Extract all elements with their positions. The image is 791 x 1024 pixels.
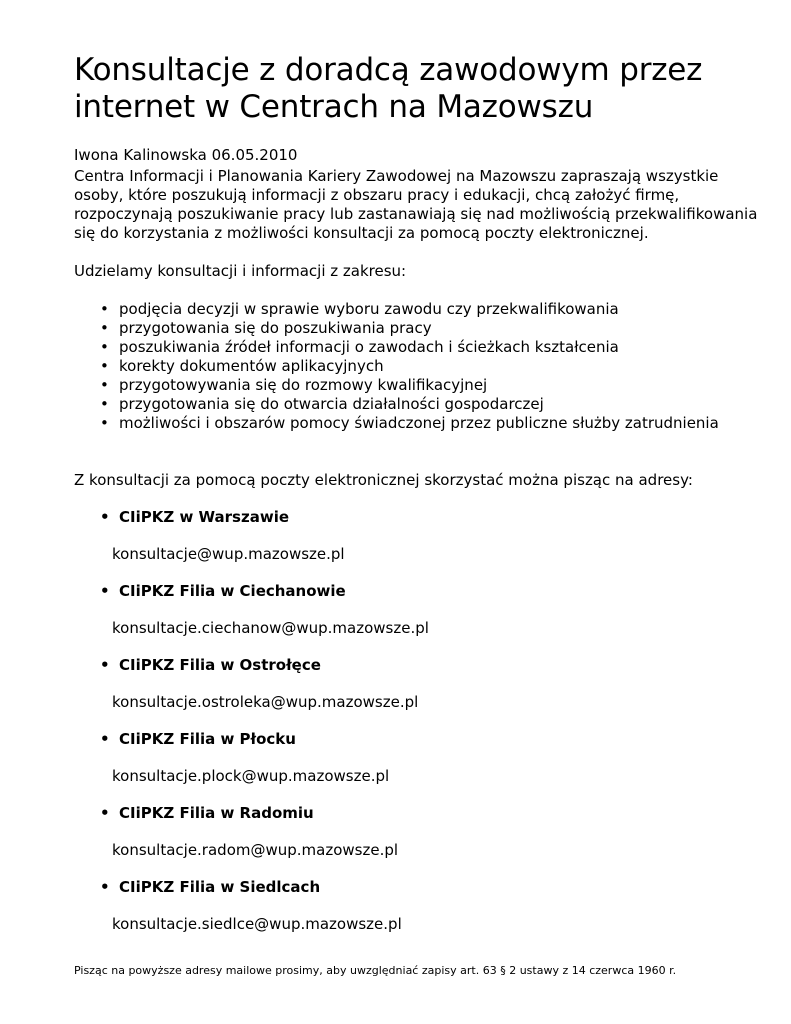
- bullet-icon: •: [100, 582, 110, 600]
- footnote: Pisząc na powyższe adresy mailowe prosimy, aby uwzględniać zapisy art. 63 § 2 ustawy z 14 czerwca 1960 r.: [74, 964, 677, 977]
- office-name-text: CIiPKZ w Warszawie: [119, 508, 290, 526]
- bullet-icon: •: [100, 414, 109, 432]
- office-radom: [100, 804, 764, 860]
- office-ostroleka: [100, 656, 764, 712]
- list-item: [100, 414, 764, 433]
- bullet-icon: •: [100, 656, 110, 674]
- topics-intro: Udzielamy konsultacji i informacji z zakresu:: [74, 262, 407, 280]
- bullet-icon: •: [100, 395, 109, 413]
- page-title: Konsultacje z doradcą zawodowym przez internet w Centrach na Mazowszu: [74, 52, 703, 125]
- topic-text: przygotowania się do poszukiwania pracy: [119, 319, 432, 337]
- office-email: konsultacje.ciechanow@wup.mazowsze.pl: [112, 619, 429, 637]
- list-item: [100, 319, 764, 338]
- list-item: [100, 376, 764, 395]
- office-name: [100, 508, 764, 527]
- topic-text: poszukiwania źródeł informacji o zawodach i ścieżkach kształcenia: [119, 338, 619, 356]
- topics-list: [74, 300, 764, 433]
- office-name: [100, 804, 764, 823]
- office-name-text: CIiPKZ Filia w Ostrołęce: [119, 656, 321, 674]
- bullet-icon: •: [100, 319, 109, 337]
- office-email: konsultacje.siedlce@wup.mazowsze.pl: [112, 915, 402, 933]
- office-plock: [100, 730, 764, 786]
- office-warszawa: [100, 508, 764, 564]
- office-name: [100, 656, 764, 675]
- article: [74, 52, 764, 952]
- intro-paragraph: Centra Informacji i Planowania Kariery Zawodowej na Mazowszu zapraszają wszystkie osoby, które poszukują informacji z obszaru pracy i edukacji, chcą założyć firmę, rozpoczynają poszukiwanie pracy lub zastanawiają się nad możliwością przekwalifikowania się do korzystania z możliwości konsultacji za pomocą poczty elektronicznej.: [74, 167, 758, 242]
- bullet-icon: •: [100, 300, 109, 318]
- office-name-text: CIiPKZ Filia w Radomiu: [119, 804, 314, 822]
- bullet-icon: •: [100, 338, 109, 356]
- list-item: [100, 395, 764, 414]
- office-name-text: CIiPKZ Filia w Siedlcach: [119, 878, 321, 896]
- office-name-text: CIiPKZ Filia w Ciechanowie: [119, 582, 346, 600]
- topic-text: przygotowywania się do rozmowy kwalifikacyjnej: [119, 376, 488, 394]
- emails-intro: Z konsultacji za pomocą poczty elektronicznej skorzystać można pisząc na adresy:: [74, 471, 693, 489]
- bullet-icon: •: [100, 357, 109, 375]
- office-name-text: CIiPKZ Filia w Płocku: [119, 730, 296, 748]
- office-email: konsultacje.plock@wup.mazowsze.pl: [112, 767, 390, 785]
- office-name: [100, 582, 764, 601]
- topic-text: możliwości i obszarów pomocy świadczonej przez publiczne służby zatrudnienia: [119, 414, 719, 432]
- bullet-icon: •: [100, 878, 110, 896]
- list-item: [100, 338, 764, 357]
- bullet-icon: •: [100, 508, 110, 526]
- office-ciechanow: [100, 582, 764, 638]
- list-item: [100, 300, 764, 319]
- bullet-icon: •: [100, 730, 110, 748]
- bullet-icon: •: [100, 376, 109, 394]
- office-email: konsultacje.radom@wup.mazowsze.pl: [112, 841, 399, 859]
- office-siedlce: [100, 878, 764, 934]
- office-name: [100, 878, 764, 897]
- list-item: [100, 357, 764, 376]
- office-email: konsultacje.ostroleka@wup.mazowsze.pl: [112, 693, 419, 711]
- byline: Iwona Kalinowska 06.05.2010: [74, 146, 298, 164]
- topic-text: przygotowania się do otwarcia działalności gospodarczej: [119, 395, 544, 413]
- office-email: konsultacje@wup.mazowsze.pl: [112, 545, 345, 563]
- topic-text: korekty dokumentów aplikacyjnych: [119, 357, 384, 375]
- office-name: [100, 730, 764, 749]
- topic-text: podjęcia decyzji w sprawie wyboru zawodu czy przekwalifikowania: [119, 300, 619, 318]
- bullet-icon: •: [100, 804, 110, 822]
